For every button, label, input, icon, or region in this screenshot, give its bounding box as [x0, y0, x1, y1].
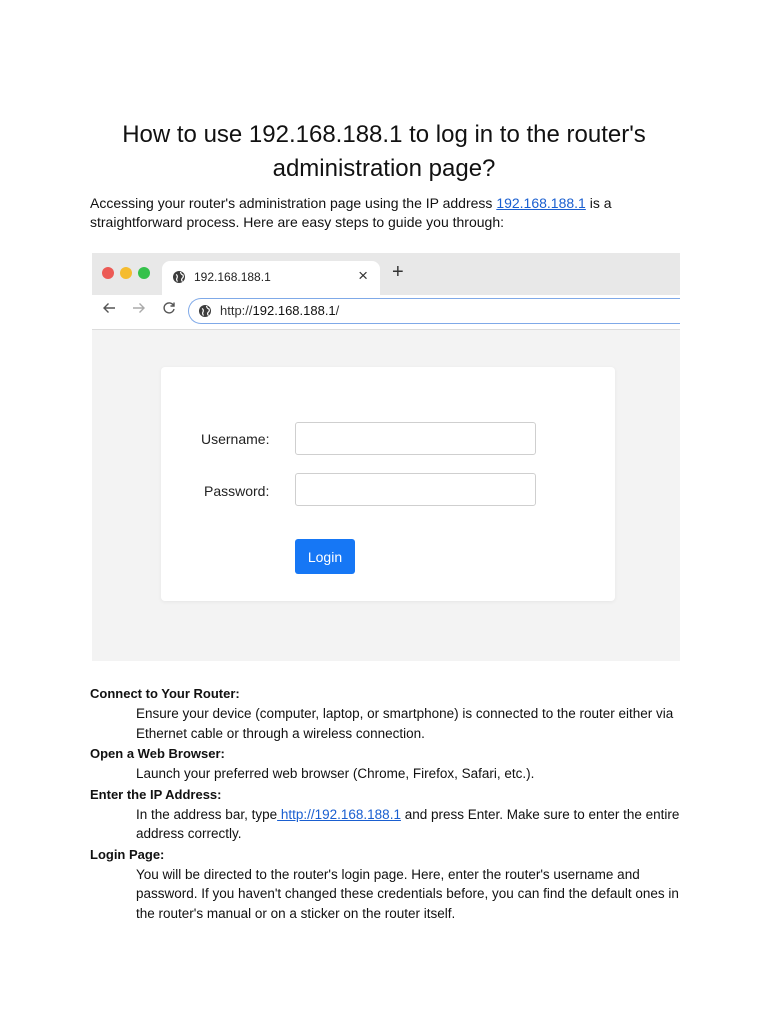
- login-card: [161, 367, 615, 601]
- forward-arrow-icon[interactable]: [132, 301, 146, 320]
- password-input[interactable]: [295, 473, 536, 506]
- username-label: Username:: [201, 431, 270, 447]
- step-text: Launch your preferred web browser (Chrome, Firefox, Safari, etc.).: [136, 766, 535, 781]
- browser-toolbar: [92, 295, 680, 330]
- step-desc-ip: [136, 805, 680, 844]
- window-minimize-dot-icon[interactable]: [120, 267, 132, 279]
- browser-tab-strip: [92, 253, 680, 295]
- address-bar[interactable]: [188, 298, 680, 324]
- new-tab-icon[interactable]: +: [392, 261, 404, 283]
- step-title-login: Login Page:: [90, 846, 165, 862]
- intro-paragraph: [90, 194, 680, 232]
- globe-icon: [172, 270, 186, 289]
- page-title: How to use 192.168.188.1 to log in to the router's administration page?: [122, 121, 646, 182]
- url-suffix: /: [335, 303, 340, 318]
- url-text: [220, 303, 339, 318]
- step-text-end: and press Enter. Make sure to enter the entire address correctly.: [136, 806, 680, 841]
- step-text: Ensure your device (computer, laptop, or smartphone) is connected to the router either via Ethernet cable or through a wireless connection.: [136, 706, 674, 741]
- step-desc-login: [136, 865, 680, 924]
- intro-text: Accessing your router's administration page using the IP address: [90, 195, 497, 211]
- tab-title: 192.168.188.1: [194, 270, 271, 284]
- close-tab-icon[interactable]: ×: [358, 266, 368, 285]
- step-text: In the address bar, type: [136, 806, 278, 822]
- username-input[interactable]: [295, 422, 536, 455]
- intro-text-end: is a straightforward process. Here are easy steps to guide you through:: [90, 195, 612, 230]
- window-close-dot-icon[interactable]: [102, 267, 114, 279]
- back-arrow-icon[interactable]: [102, 301, 116, 320]
- login-button[interactable]: Login: [295, 539, 355, 574]
- password-label: Password:: [204, 483, 270, 499]
- url-prefix: http://: [220, 303, 253, 318]
- step-title-browser: Open a Web Browser:: [90, 746, 225, 761]
- browser-tab[interactable]: [162, 261, 380, 295]
- site-globe-icon: [198, 304, 212, 323]
- step-ip-link[interactable]: http://192.168.188.1: [277, 806, 401, 822]
- url-host: 192.168.188.1: [252, 303, 336, 318]
- browser-screenshot: [92, 253, 680, 661]
- window-maximize-dot-icon[interactable]: [138, 267, 150, 279]
- step-desc-connect: [136, 704, 680, 743]
- step-text: You will be directed to the router's login page. Here, enter the router's username and password. If you haven't changed these credentials before, you can find the default ones in the router's manual or on a sticker on the router itself.: [136, 866, 679, 921]
- intro-ip-link[interactable]: 192.168.188.1: [496, 195, 586, 211]
- step-title-ip: Enter the IP Address:: [90, 786, 222, 802]
- step-desc-browser: [136, 764, 680, 784]
- reload-icon[interactable]: [162, 301, 176, 320]
- steps-list: [90, 684, 680, 924]
- step-title-connect: Connect to Your Router:: [90, 686, 240, 701]
